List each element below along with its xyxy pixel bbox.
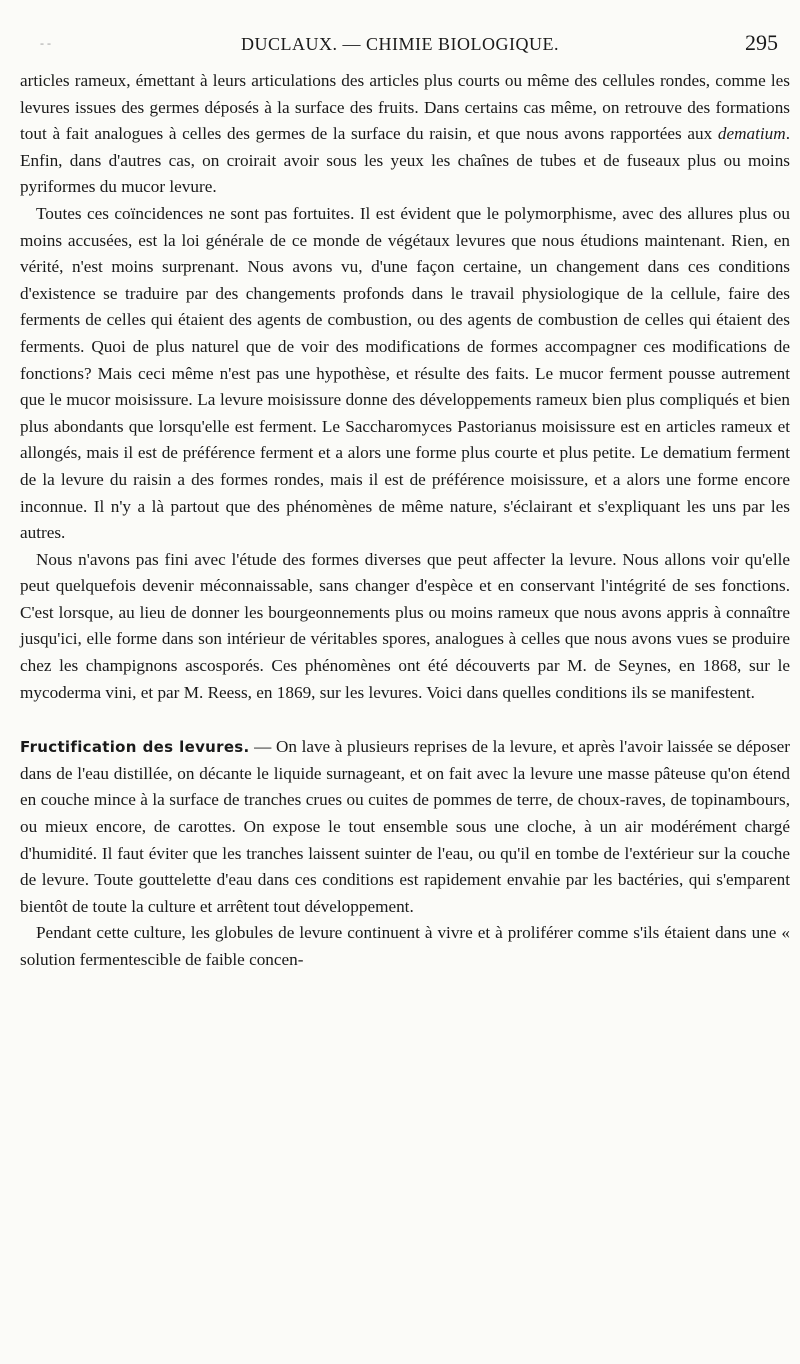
paragraph-2: Toutes ces coïncidences ne sont pas fortuites. Il est évident que le polymorphisme, avec des allures plus ou moins accusées, est la loi générale de ce monde de végétaux levures que nous étudions maintenant. Rien, en vérité, n'est moins surprenant. Nous avons vu, d'une façon certaine, un changement dans ces conditions d'existence se traduire par des changements profonds dans le travail physiologique de la cellule, faire des ferments de celles qui étaient des agents de combustion, ou des agents de combustion de celles qui étaient des ferments. Quoi de plus naturel que de voir des modifications de formes accompagner ces modifications de fonctions? Mais ceci même n'est pas une hypothèse, et résulte des faits. Le mucor ferment pousse autrement que le mucor moisissure. La levure moisissure donne des développements rameux bien plus compliqués et bien plus abondants que lorsqu'elle est ferment. Le Saccharomyces Pastorianus moisissure est en articles rameux et allongés, mais il est de préférence ferment et a alors une forme plus courte et plus petite. Le dematium ferment de la levure du raisin a des formes rondes, mais il est de préférence moisissure, et a alors une forme encore inconnue. Il n'y a là partout que des phénomènes de même nature, s'éclairant et s'expliquant les uns par les autres.: [20, 203, 790, 543]
page-header: [0, 28, 800, 58]
body-text: [20, 68, 790, 974]
paragraph-3: Nous n'avons pas fini avec l'étude des formes diverses que peut affecter la levure. Nous allons voir qu'elle peut quelquefois devenir méconnaissable, sans changer d'espèce et en conservant l'intégrité de ses fonctions. C'est lorsque, au lieu de donner les bourgeonnements plus ou moins rameux que nous avons appris à connaître jusqu'ici, elle forme dans son intérieur de véritables spores, analogues à celles que nous avons vues se produire chez les champignons ascosporés. Ces phénomènes ont été découverts par M. de Seynes, en 1868, sur le mycoderma vini, et par M. Reess, en 1869, sur les levures. Voici dans quelles conditions ils se manifestent.: [20, 549, 790, 702]
paragraph-4-text: — On lave à plusieurs reprises de la levure, et après l'avoir laissée se déposer dans de l'eau distillée, on décante le liquide surnageant, et on fait avec la levure une masse pâteuse qu'on étend en couche mince à la surface de tranches crues ou cuites de pommes de terre, de choux-raves, de topinambours, ou mieux encore, de carottes. On expose le tout ensemble sous une cloche, à un air modérément chargé d'humidité. Il faut éviter que les tranches laissent suinter de l'eau, ou qu'il en tombe de l'extérieur sur la couche de levure. Toute gouttelette d'eau dans ces conditions est rapidement envahie par les bactéries, qui s'emparent bientôt de toute la culture et arrêtent tout développement.: [20, 737, 790, 916]
corner-mark: - -: [40, 36, 51, 50]
paragraph-1-text-a: articles rameux, émettant à leurs articulations des articles plus courts ou même des cellules rondes, comme les levures issues des germes déposés à la surface des fruits. Dans certains cas même, on retrouve des formations tout à fait analogues à celles des germes de la surface du raisin, et que nous avons rapportées aux: [20, 71, 790, 144]
dematium-term: dematium: [717, 124, 786, 144]
section-title: Fructification des levures.: [20, 738, 250, 757]
paragraph-1-text-b: . Enfin, dans d'autres cas, on croirait avoir sous les yeux les chaînes de tubes et de fuseaux plus ou moins pyriformes du mucor levure.: [20, 124, 790, 197]
running-title: DUCLAUX. — CHIMIE BIOLOGIQUE.: [241, 34, 559, 54]
paragraph-4: [20, 734, 790, 920]
page-number: 295: [745, 30, 778, 55]
paragraph-1: [20, 68, 790, 201]
paragraph-5: Pendant cette culture, les globules de levure continuent à vivre et à proliférer comme s'ils étaient dans une « solution fermentescible de faible concen-: [20, 923, 790, 969]
